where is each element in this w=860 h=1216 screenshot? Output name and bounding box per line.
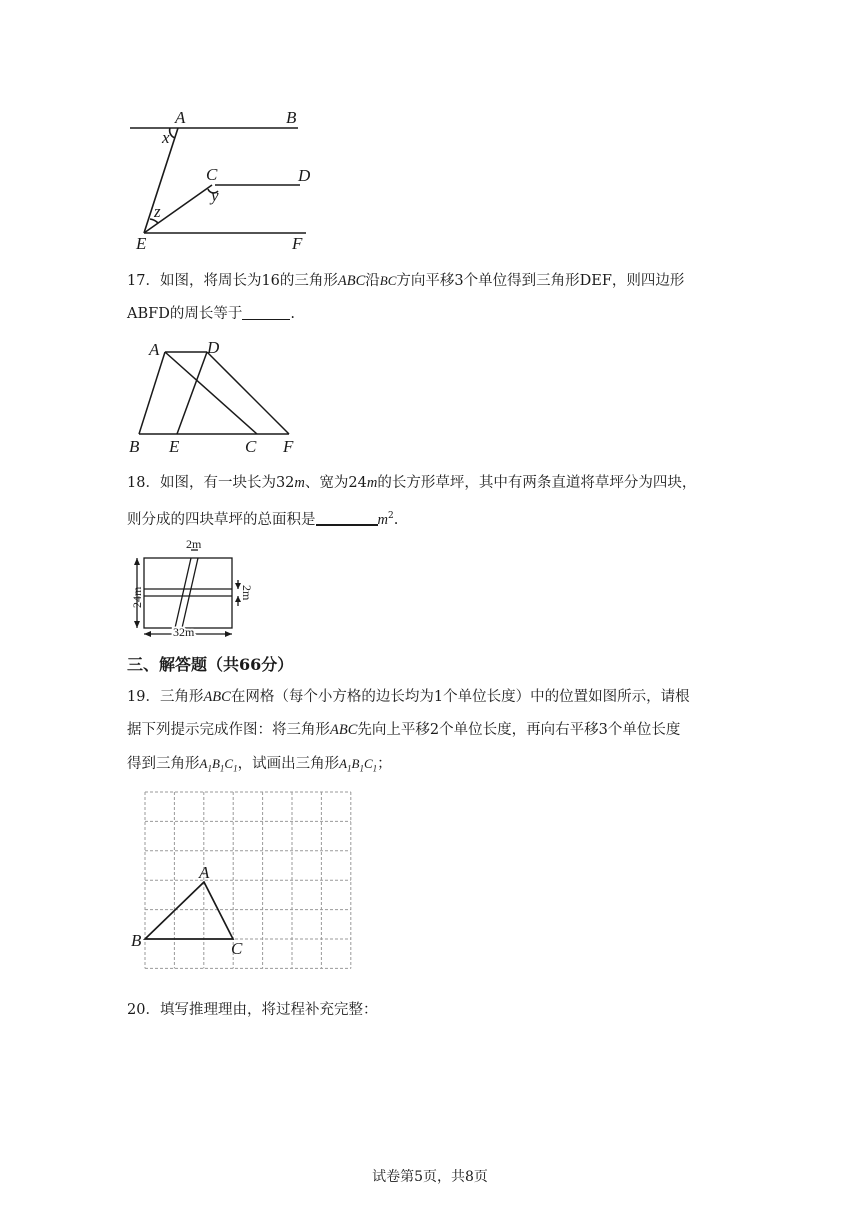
q19-text: 先向上平移2个单位长度，再向右平移3个单位长度 bbox=[357, 722, 681, 738]
label-z: z bbox=[154, 202, 161, 221]
section-heading: 三、解答题（共66分） bbox=[127, 655, 294, 674]
label-top-width: 2m bbox=[186, 537, 202, 551]
question-17 bbox=[127, 264, 732, 331]
triangle-a1b1c1 bbox=[339, 756, 378, 774]
subscript: 1 bbox=[219, 763, 225, 774]
vertex-b: B bbox=[351, 756, 360, 771]
q18-period: . bbox=[393, 511, 399, 528]
label-E: E bbox=[169, 437, 180, 456]
label-A: A bbox=[199, 863, 210, 882]
label-E: E bbox=[136, 234, 147, 253]
label-D: D bbox=[298, 166, 311, 185]
label-C: C bbox=[206, 165, 218, 184]
figure-lawn-rectangle bbox=[125, 536, 265, 640]
q19-text: 在网格（每个小方格的边长均为1个单位长度）中的位置如图所示，请根 bbox=[230, 689, 690, 705]
label-C: C bbox=[245, 437, 257, 456]
label-right-width: 2m bbox=[240, 585, 254, 601]
q19-abc: ABC bbox=[203, 689, 231, 705]
label-D: D bbox=[207, 338, 220, 357]
vertex-a: A bbox=[339, 756, 348, 771]
vertex-c: C bbox=[363, 756, 373, 771]
question-19 bbox=[127, 681, 732, 786]
label-x: x bbox=[162, 128, 170, 147]
question-18 bbox=[127, 467, 732, 537]
label-B: B bbox=[129, 437, 140, 456]
subscript: 1 bbox=[359, 763, 364, 774]
label-A: A bbox=[175, 108, 186, 127]
question-number: 19． bbox=[127, 689, 160, 705]
q18-unit: m bbox=[377, 511, 388, 528]
page-footer: 试卷第5页，共8页 bbox=[372, 1169, 488, 1185]
q20-text: 填写推理理由，将过程补充完整： bbox=[159, 1002, 378, 1018]
figure-translated-triangle bbox=[125, 338, 305, 458]
label-length: 32m bbox=[173, 625, 195, 639]
q17-text: 方向平移3个单位得到三角形DEF，则四边形 bbox=[396, 273, 685, 289]
label-F: F bbox=[283, 437, 294, 456]
q18-unit: m bbox=[366, 475, 378, 491]
q17-text: ABFD的周长等于 bbox=[127, 306, 243, 322]
q19-abc: ABC bbox=[330, 722, 358, 738]
answer-blank[interactable] bbox=[316, 510, 378, 526]
q18-sup: 2 bbox=[387, 511, 394, 521]
q19-text: ； bbox=[377, 756, 392, 772]
label-A: A bbox=[149, 340, 160, 359]
q18-text: 的长方形草坪，其中有两条直道将草坪分为四块， bbox=[377, 475, 697, 491]
q17-text: 如图，将周长为16的三角形 bbox=[159, 273, 338, 289]
label-height: 24m bbox=[130, 586, 144, 608]
subscript: 1 bbox=[347, 763, 352, 774]
subscript: 1 bbox=[372, 763, 378, 774]
q19-text: 得到三角形 bbox=[127, 756, 200, 772]
vertex-a: A bbox=[199, 756, 208, 771]
label-B: B bbox=[286, 108, 297, 127]
q18-text: 如图，有一块长为32 bbox=[159, 475, 295, 491]
q17-period: . bbox=[290, 306, 295, 322]
question-number: 17． bbox=[127, 273, 160, 289]
vertex-c: C bbox=[224, 756, 234, 771]
vertex-b: B bbox=[211, 756, 220, 771]
triangle-a1b1c1 bbox=[199, 756, 238, 774]
q17-text: 沿 bbox=[365, 273, 380, 289]
label-B: B bbox=[131, 931, 142, 950]
q19-text: 三角形 bbox=[159, 689, 204, 705]
question-20 bbox=[127, 994, 732, 1027]
label-F: F bbox=[292, 234, 303, 253]
answer-blank[interactable] bbox=[242, 305, 290, 320]
figure-angles-parallel bbox=[120, 105, 330, 255]
question-number: 20． bbox=[127, 1002, 160, 1018]
q19-text: 据下列提示完成作图：将三角形 bbox=[127, 722, 330, 738]
q17-abc: ABC bbox=[337, 273, 366, 289]
q17-bc: BC bbox=[379, 273, 397, 288]
figure-grid-triangle bbox=[128, 786, 358, 976]
label-y: y bbox=[211, 186, 219, 205]
q19-text: ，试画出三角形 bbox=[237, 756, 340, 772]
q18-text: 则分成的四块草坪的总面积是 bbox=[127, 511, 316, 528]
subscript: 1 bbox=[207, 763, 212, 774]
q18-text: 、宽为24 bbox=[304, 475, 367, 491]
q18-unit: m bbox=[294, 475, 305, 491]
subscript: 1 bbox=[233, 763, 238, 774]
question-number: 18． bbox=[127, 475, 160, 491]
label-C: C bbox=[231, 939, 243, 958]
